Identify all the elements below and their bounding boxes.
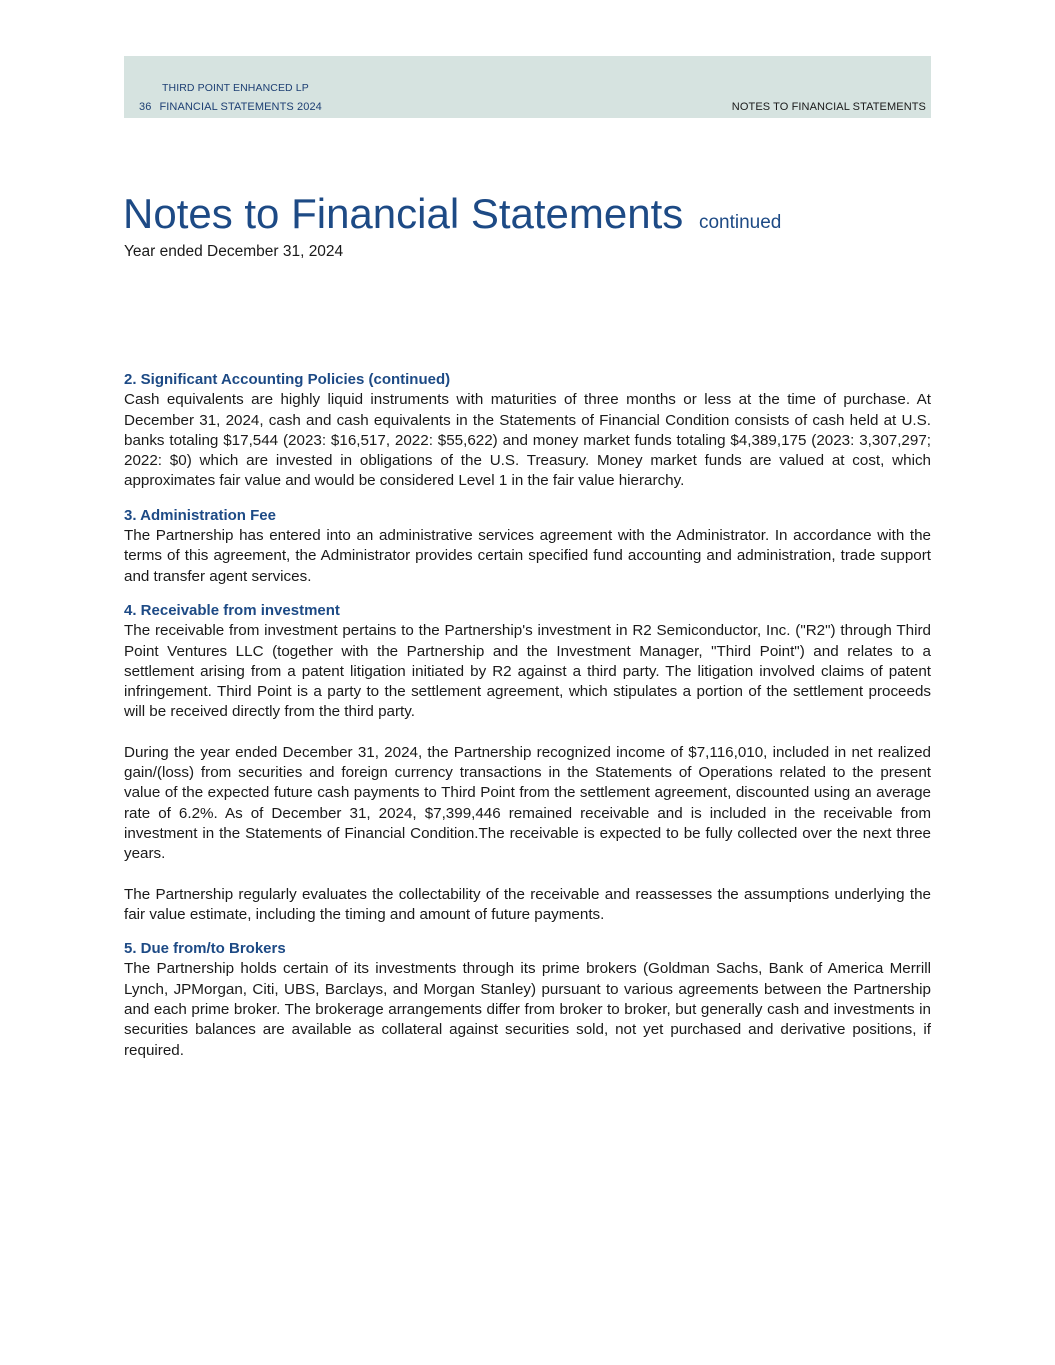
section-paragraph: The Partnership holds certain of its investments through its prime brokers (Goldman Sachs, Bank of America Merrill Lynch, JPMorgan, Citi, UBS, Barclays, and Morgan Stanley) pursuant to various agreements between the Partnership and each prime broker. The brokerage arrangements differ from broker to broker, but generally cash and investments in securities balances are available as collateral against securities sold, not yet purchased and derivative positions, if required. bbox=[124, 960, 931, 1059]
note-administration-fee bbox=[124, 506, 931, 587]
page-title-main: Notes to Financial Statements bbox=[123, 190, 684, 237]
note-due-from-to-brokers bbox=[124, 939, 931, 1061]
fund-name: THIRD POINT ENHANCED LP bbox=[162, 82, 309, 94]
section-heading: 2. Significant Accounting Policies (continued) bbox=[124, 371, 451, 388]
section-heading: 4. Receivable from investment bbox=[124, 601, 340, 619]
page-subtitle: Year ended December 31, 2024 bbox=[124, 243, 344, 260]
report-name: FINANCIAL STATEMENTS 2024 bbox=[159, 101, 322, 113]
header-page-info bbox=[139, 101, 322, 113]
section-paragraph: During the year ended December 31, 2024, the Partnership recognized income of $7,116,010, included in net realized gain/(loss) from securities and foreign currency transactions in the Statements of Operations related to the present value of the expected future cash payments to Third Point from the settlement agreement, discounted using an average rate of 6.2%. As of December 31, 2024, $7,399,446 remained receivable and is included in the receivable from investment in the Statements of Financial Condition.The receivable is expected to be fully collected over the next three years. bbox=[124, 743, 931, 863]
page-title-suffix: continued bbox=[698, 212, 782, 233]
note-significant-accounting-policies bbox=[124, 370, 931, 492]
header-section-name: NOTES TO FINANCIAL STATEMENTS bbox=[731, 101, 926, 113]
section-heading: 3. Administration Fee bbox=[124, 506, 276, 524]
page-number: 36 bbox=[139, 101, 152, 113]
notes-body bbox=[124, 370, 931, 1075]
section-paragraph: The Partnership has entered into an administrative services agreement with the Administrator. In accordance with the terms of this agreement, the Administrator provides certain specified fund accounting and administration, trade support and transfer agent services. bbox=[124, 527, 931, 585]
page-title bbox=[123, 189, 781, 248]
section-paragraph: The receivable from investment pertains to the Partnership's investment in R2 Semiconductor, Inc. ("R2") through Third Point Ventures LLC (together with the Partnership and the Investment Manager, "Third Point") and relates to a settlement arising from a patent litigation initiated by R2 against a third party. The litigation involved claims of patent infringement. Third Point is a party to the settlement agreement, which stipulates a portion of the settlement proceeds will be received directly from the third party. bbox=[124, 622, 931, 721]
section-paragraph: The Partnership regularly evaluates the collectability of the receivable and reassesses the assumptions underlying the fair value estimate, including the timing and amount of future payments. bbox=[124, 885, 931, 923]
section-heading: 5. Due from/to Brokers bbox=[124, 940, 286, 958]
note-receivable-from-investment bbox=[124, 601, 931, 925]
page-header bbox=[124, 56, 931, 118]
section-paragraph: Cash equivalents are highly liquid instruments with maturities of three months or less at the time of purchase. At December 31, 2024, cash and cash equivalents in the Statements of Financial Condition consists of cash held at U.S. banks totaling $17,544 (2023: $16,517, 2022: $55,622) and money market funds totaling $4,389,175 (2023: 3,307,297; 2022: $0) which are invested in obligations of the U.S. Treasury. Money market funds are valued at cost, which approximates fair value and would be considered Level 1 in the fair value hierarchy. bbox=[124, 391, 931, 490]
